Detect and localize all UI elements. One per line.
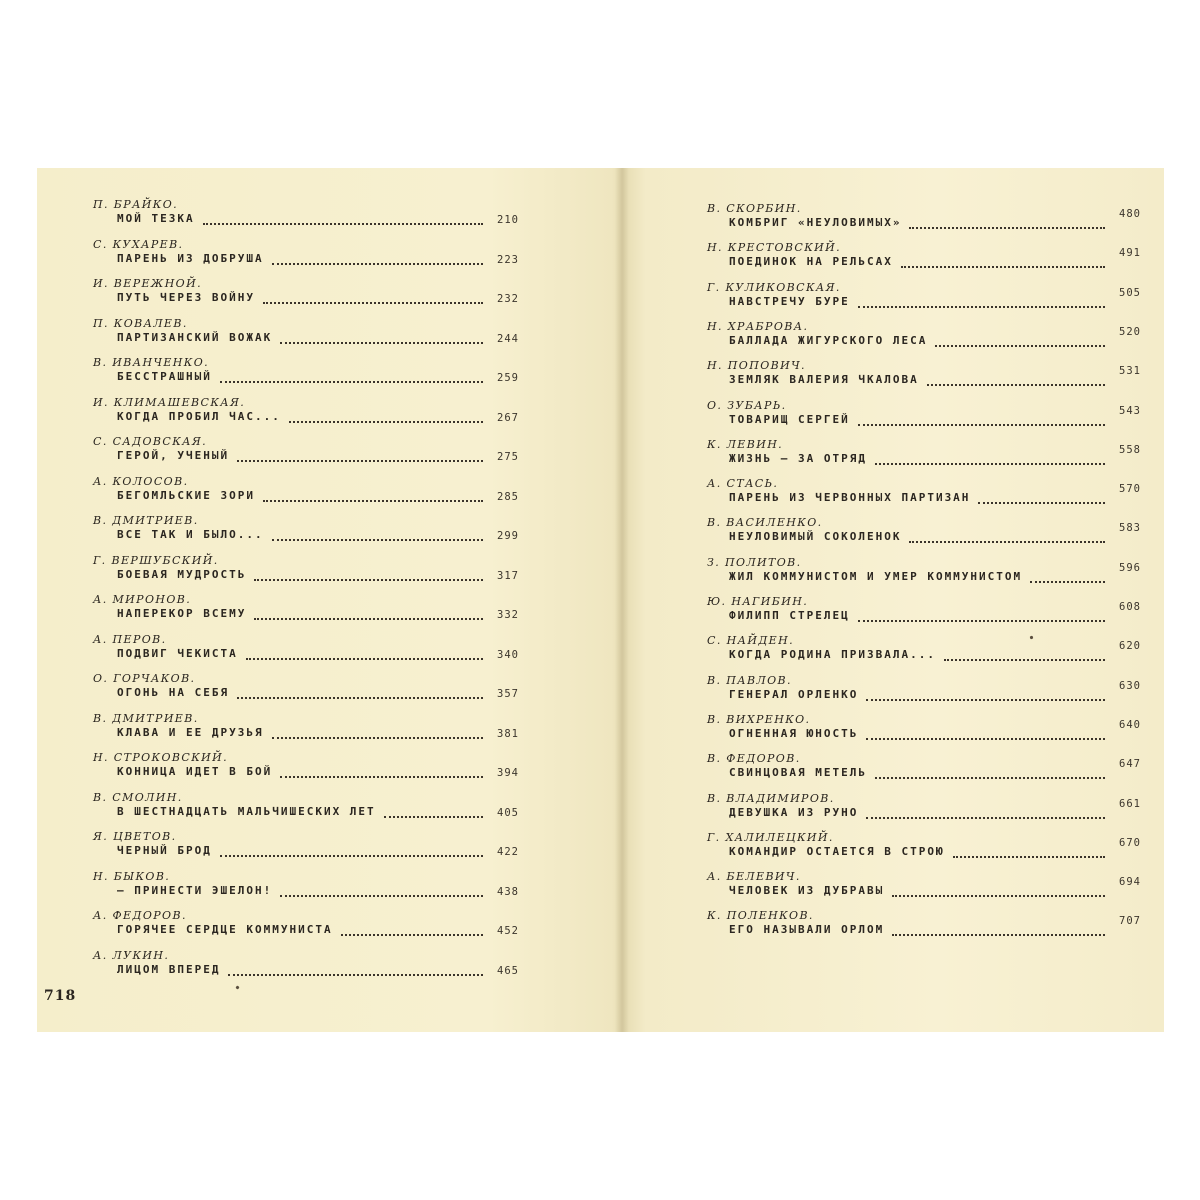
dot-leader bbox=[203, 223, 483, 225]
toc-author: В. ФЕДОРОВ. bbox=[707, 752, 801, 766]
dot-leader bbox=[858, 306, 1105, 308]
toc-author: Н. СТРОКОВСКИЙ. bbox=[93, 751, 228, 764]
toc-author: С. САДОВСКАЯ. bbox=[93, 435, 208, 448]
toc-title: НЕУЛОВИМЫЙ СОКОЛЕНОК bbox=[729, 530, 902, 544]
toc-title: ЕГО НАЗЫВАЛИ ОРЛОМ bbox=[729, 923, 885, 937]
toc-page-number: 394 bbox=[497, 767, 519, 779]
toc-page-number: 596 bbox=[1119, 561, 1141, 574]
toc-entry bbox=[37, 672, 615, 712]
toc-title: ПАРТИЗАНСКИЙ ВОЖАК bbox=[117, 330, 273, 344]
dot-leader bbox=[228, 974, 483, 976]
toc-page-number: 244 bbox=[497, 332, 519, 345]
toc-author: В. ПАВЛОВ. bbox=[707, 673, 792, 687]
toc-entry bbox=[629, 399, 1164, 438]
toc-author: О. ЗУБАРЬ. bbox=[707, 398, 787, 412]
toc-author: П. КОВАЛЕВ. bbox=[93, 316, 188, 330]
toc-page-number: 405 bbox=[497, 806, 519, 819]
toc-title: БЕССТРАШНЫЙ bbox=[117, 370, 212, 383]
toc-entry bbox=[629, 674, 1164, 713]
toc-entry bbox=[629, 241, 1164, 280]
toc-title: ПАРЕНЬ ИЗ ЧЕРВОННЫХ ПАРТИЗАН bbox=[729, 491, 971, 505]
toc-title: ЖИЗНЬ – ЗА ОТРЯД bbox=[729, 451, 867, 465]
toc-page-number: 570 bbox=[1119, 483, 1141, 496]
toc-page-number: 558 bbox=[1119, 443, 1141, 456]
toc-author: В. ДМИТРИЕВ. bbox=[93, 514, 199, 527]
toc-author: Н. ПОПОВИЧ. bbox=[707, 359, 806, 373]
toc-author: Н. ХРАБРОВА. bbox=[707, 319, 809, 333]
toc-author: С. КУХАРЕВ. bbox=[93, 237, 184, 251]
toc-page-number: 670 bbox=[1119, 836, 1141, 849]
toc-title: БЕГОМЛЬСКИЕ ЗОРИ bbox=[117, 488, 255, 502]
toc-title: СВИНЦОВАЯ МЕТЕЛЬ bbox=[729, 766, 867, 780]
toc-title: ПОДВИГ ЧЕКИСТА bbox=[117, 646, 238, 660]
toc-page-number: 661 bbox=[1119, 797, 1141, 810]
toc-page-number: 465 bbox=[497, 964, 519, 977]
toc-entry bbox=[37, 198, 615, 238]
dot-leader bbox=[909, 227, 1105, 229]
toc-entry bbox=[629, 634, 1164, 673]
dot-leader bbox=[289, 421, 483, 423]
dot-leader bbox=[272, 539, 483, 541]
toc-entry bbox=[629, 556, 1164, 595]
toc-title: ЧЕРНЫЙ БРОД bbox=[117, 844, 212, 857]
dot-leader bbox=[866, 738, 1105, 740]
toc-title: ЖИЛ КОММУНИСТОМ И УМЕР КОММУНИСТОМ bbox=[729, 569, 1023, 583]
toc-page-number: 357 bbox=[497, 688, 519, 700]
toc-page-number: 452 bbox=[497, 925, 519, 937]
dot-leader bbox=[254, 579, 483, 581]
toc-title: ФИЛИПП СТРЕЛЕЦ bbox=[729, 609, 850, 622]
toc-entry bbox=[37, 791, 615, 831]
toc-author: З. ПОЛИТОВ. bbox=[707, 555, 802, 569]
toc-author: Г. ХАЛИЛЕЦКИЙ. bbox=[707, 830, 834, 844]
toc-author: С. НАЙДЕН. bbox=[707, 634, 794, 648]
dot-leader bbox=[237, 460, 483, 462]
toc-author: Г. ВЕРШУБСКИЙ. bbox=[93, 553, 219, 567]
dot-leader bbox=[272, 263, 483, 265]
toc-title: ГЕНЕРАЛ ОРЛЕНКО bbox=[729, 687, 859, 701]
toc-title: БАЛЛАДА ЖИГУРСКОГО ЛЕСА bbox=[729, 333, 928, 347]
dot-leader bbox=[341, 934, 483, 936]
dot-leader bbox=[866, 817, 1105, 819]
toc-author: А. ЛУКИН. bbox=[93, 948, 170, 962]
toc-title: КЛАВА И ЕЕ ДРУЗЬЯ bbox=[117, 725, 264, 739]
toc-author: А. БЕЛЕВИЧ. bbox=[707, 870, 801, 884]
toc-author: Н. КРЕСТОВСКИЙ. bbox=[707, 241, 841, 255]
dot-leader bbox=[935, 345, 1105, 347]
toc-author: В. ВЛАДИМИРОВ. bbox=[707, 791, 835, 805]
toc-page-number: 491 bbox=[1119, 247, 1141, 260]
toc-title: ПАРЕНЬ ИЗ ДОБРУША bbox=[117, 251, 264, 265]
dot-leader bbox=[858, 620, 1105, 622]
toc-page-number: 267 bbox=[497, 411, 519, 424]
toc-entry bbox=[629, 477, 1164, 516]
toc-page-number: 422 bbox=[497, 846, 519, 858]
toc-title: НАВСТРЕЧУ БУРЕ bbox=[729, 294, 850, 308]
toc-author: В. ДМИТРИЕВ. bbox=[93, 711, 199, 725]
toc-entry bbox=[37, 751, 615, 791]
toc-title: ГЕРОЙ, УЧЕНЫЙ bbox=[117, 449, 230, 462]
toc-page-number: 620 bbox=[1119, 640, 1141, 653]
toc-page-number: 694 bbox=[1119, 876, 1141, 889]
toc-title: ГОРЯЧЕЕ СЕРДЦЕ КОММУНИСТА bbox=[117, 923, 333, 936]
toc-entry bbox=[37, 554, 615, 594]
toc-author: В. ВАСИЛЕНКО. bbox=[707, 516, 823, 530]
toc-page-number: 608 bbox=[1119, 601, 1141, 613]
toc-page-number: 381 bbox=[497, 727, 519, 740]
dot-leader bbox=[892, 934, 1105, 936]
dot-leader bbox=[1030, 581, 1105, 583]
dot-leader bbox=[272, 737, 483, 739]
toc-entry bbox=[629, 359, 1164, 398]
toc-entry bbox=[37, 633, 615, 673]
toc-entry bbox=[37, 475, 615, 515]
toc-author: И. ВЕРЕЖНОЙ. bbox=[93, 277, 202, 290]
toc-title: КОГДА РОДИНА ПРИЗВАЛА... bbox=[729, 648, 936, 662]
toc-entry bbox=[37, 830, 615, 870]
dot-leader bbox=[280, 895, 483, 897]
dot-leader bbox=[263, 500, 483, 502]
book-spread bbox=[37, 168, 1164, 1032]
dot-leader bbox=[909, 541, 1105, 543]
toc-author: В. ВИХРЕНКО. bbox=[707, 712, 811, 726]
toc-page-number: 543 bbox=[1119, 404, 1141, 417]
toc-entry bbox=[629, 752, 1164, 791]
toc-title: ПОЕДИНОК НА РЕЛЬСАХ bbox=[729, 255, 893, 269]
toc-author: Я. ЦВЕТОВ. bbox=[93, 830, 177, 843]
toc-title: КОГДА ПРОБИЛ ЧАС... bbox=[117, 409, 281, 423]
toc-author: В. СМОЛИН. bbox=[93, 790, 183, 804]
toc-author: Н. БЫКОВ. bbox=[93, 869, 171, 883]
toc-entry bbox=[629, 202, 1164, 241]
toc-author: А. КОЛОСОВ. bbox=[93, 474, 189, 488]
toc-entry bbox=[37, 514, 615, 554]
toc-entry bbox=[37, 356, 615, 396]
dot-leader bbox=[220, 855, 483, 857]
toc-title: – ПРИНЕСТИ ЭШЕЛОН! bbox=[117, 883, 273, 897]
toc-title: КОМАНДИР ОСТАЕТСЯ В СТРОЮ bbox=[729, 844, 945, 858]
toc-page-number: 480 bbox=[1119, 208, 1141, 220]
toc-author: Г. КУЛИКОВСКАЯ. bbox=[707, 280, 841, 294]
toc-entry bbox=[629, 870, 1164, 909]
toc-entry bbox=[629, 438, 1164, 477]
toc-page-number: 275 bbox=[497, 451, 519, 463]
toc-entry bbox=[37, 238, 615, 278]
toc-entry bbox=[629, 909, 1164, 948]
dot-leader bbox=[892, 895, 1105, 897]
toc-author: А. МИРОНОВ. bbox=[93, 593, 192, 606]
dot-leader bbox=[875, 463, 1105, 465]
toc-entry bbox=[629, 595, 1164, 634]
toc-page-number: 299 bbox=[497, 530, 519, 542]
toc-author: А. ФЕДОРОВ. bbox=[93, 909, 187, 922]
toc-author: В. ИВАНЧЕНКО. bbox=[93, 356, 210, 369]
toc-title: ВСЕ ТАК И БЫЛО... bbox=[117, 528, 264, 541]
dot-leader bbox=[978, 502, 1105, 504]
dot-leader bbox=[875, 777, 1105, 779]
toc-entry bbox=[629, 831, 1164, 870]
toc-entry bbox=[37, 396, 615, 436]
toc-page-number: 707 bbox=[1119, 915, 1141, 928]
toc-entry bbox=[629, 281, 1164, 320]
toc-author: В. СКОРБИН. bbox=[707, 202, 802, 215]
dot-leader bbox=[384, 816, 483, 818]
dot-leader bbox=[953, 856, 1105, 858]
toc-entry bbox=[37, 949, 615, 989]
toc-page-number: 285 bbox=[497, 490, 519, 503]
toc-page-number: 583 bbox=[1119, 522, 1141, 535]
toc-title: КОМБРИГ «НЕУЛОВИМЫХ» bbox=[729, 216, 902, 229]
toc-page-number: 259 bbox=[497, 372, 519, 384]
dot-leader bbox=[220, 381, 483, 383]
book-gutter bbox=[615, 168, 629, 1032]
page-number: 718 bbox=[44, 988, 77, 1004]
dot-leader bbox=[280, 342, 483, 344]
toc-page-number: 317 bbox=[497, 569, 519, 582]
toc-page-number: 630 bbox=[1119, 679, 1141, 692]
dot-leader bbox=[263, 302, 483, 304]
dot-leader bbox=[944, 659, 1105, 661]
dot-leader bbox=[254, 618, 483, 620]
dot-leader bbox=[237, 697, 483, 699]
toc-entry bbox=[629, 320, 1164, 359]
toc-author: О. ГОРЧАКОВ. bbox=[93, 672, 196, 685]
toc-entry bbox=[37, 435, 615, 475]
dot-leader bbox=[858, 424, 1105, 426]
toc-title: НАПЕРЕКОР ВСЕМУ bbox=[117, 607, 247, 620]
dot-leader bbox=[866, 699, 1105, 701]
toc-author: П. БРАЙКО. bbox=[93, 198, 179, 211]
toc-entry bbox=[37, 870, 615, 910]
toc-entry bbox=[37, 593, 615, 633]
toc-author: К. ЛЕВИН. bbox=[707, 437, 784, 451]
toc-author: А. СТАСЬ. bbox=[707, 477, 779, 491]
toc-page-number: 640 bbox=[1119, 718, 1141, 731]
toc-entry bbox=[37, 712, 615, 752]
dot-leader bbox=[927, 384, 1105, 386]
toc-author: А. ПЕРОВ. bbox=[93, 632, 167, 646]
dot-leader bbox=[901, 266, 1105, 268]
toc-title: ЛИЦОМ ВПЕРЕД bbox=[117, 962, 221, 976]
dot-leader bbox=[280, 776, 483, 778]
toc-title: ОГНЕННАЯ ЮНОСТЬ bbox=[729, 726, 859, 740]
toc-title: МОЙ ТЕЗКА bbox=[117, 212, 195, 225]
toc-title: ЗЕМЛЯК ВАЛЕРИЯ ЧКАЛОВА bbox=[729, 373, 919, 387]
toc-page-number: 223 bbox=[497, 253, 519, 266]
toc-page-number: 520 bbox=[1119, 325, 1141, 338]
dot-leader bbox=[246, 658, 483, 660]
toc-page-number: 531 bbox=[1119, 365, 1141, 378]
toc-page-number: 438 bbox=[497, 885, 519, 898]
toc-author: К. ПОЛЕНКОВ. bbox=[707, 909, 814, 923]
toc-entry bbox=[629, 713, 1164, 752]
toc-entry bbox=[629, 792, 1164, 831]
toc-author: Ю. НАГИБИН. bbox=[707, 595, 809, 608]
toc-title: В ШЕСТНАДЦАТЬ МАЛЬЧИШЕСКИХ ЛЕТ bbox=[117, 804, 376, 818]
toc-title: ЧЕЛОВЕК ИЗ ДУБРАВЫ bbox=[729, 884, 885, 898]
toc-page-number: 210 bbox=[497, 214, 519, 226]
toc-title: ОГОНЬ НА СЕБЯ bbox=[117, 686, 230, 699]
toc-title: ПУТЬ ЧЕРЕЗ ВОЙНУ bbox=[117, 291, 255, 304]
toc-entry bbox=[37, 277, 615, 317]
toc-entry bbox=[37, 909, 615, 949]
toc-page-number: 340 bbox=[497, 648, 519, 661]
toc-page-number: 505 bbox=[1119, 286, 1141, 299]
toc-title: КОННИЦА ИДЕТ В БОЙ bbox=[117, 765, 273, 778]
toc-page-number: 647 bbox=[1119, 758, 1141, 771]
toc-title: ТОВАРИЩ СЕРГЕЙ bbox=[729, 412, 850, 426]
toc-title: БОЕВАЯ МУДРОСТЬ bbox=[117, 567, 247, 581]
toc-page-number: 232 bbox=[497, 293, 519, 305]
toc-entry bbox=[37, 317, 615, 357]
toc-title: ДЕВУШКА ИЗ РУНО bbox=[729, 805, 859, 819]
toc-author: И. КЛИМАШЕВСКАЯ. bbox=[93, 395, 246, 409]
toc-entry bbox=[629, 516, 1164, 555]
toc-page-number: 332 bbox=[497, 609, 519, 621]
